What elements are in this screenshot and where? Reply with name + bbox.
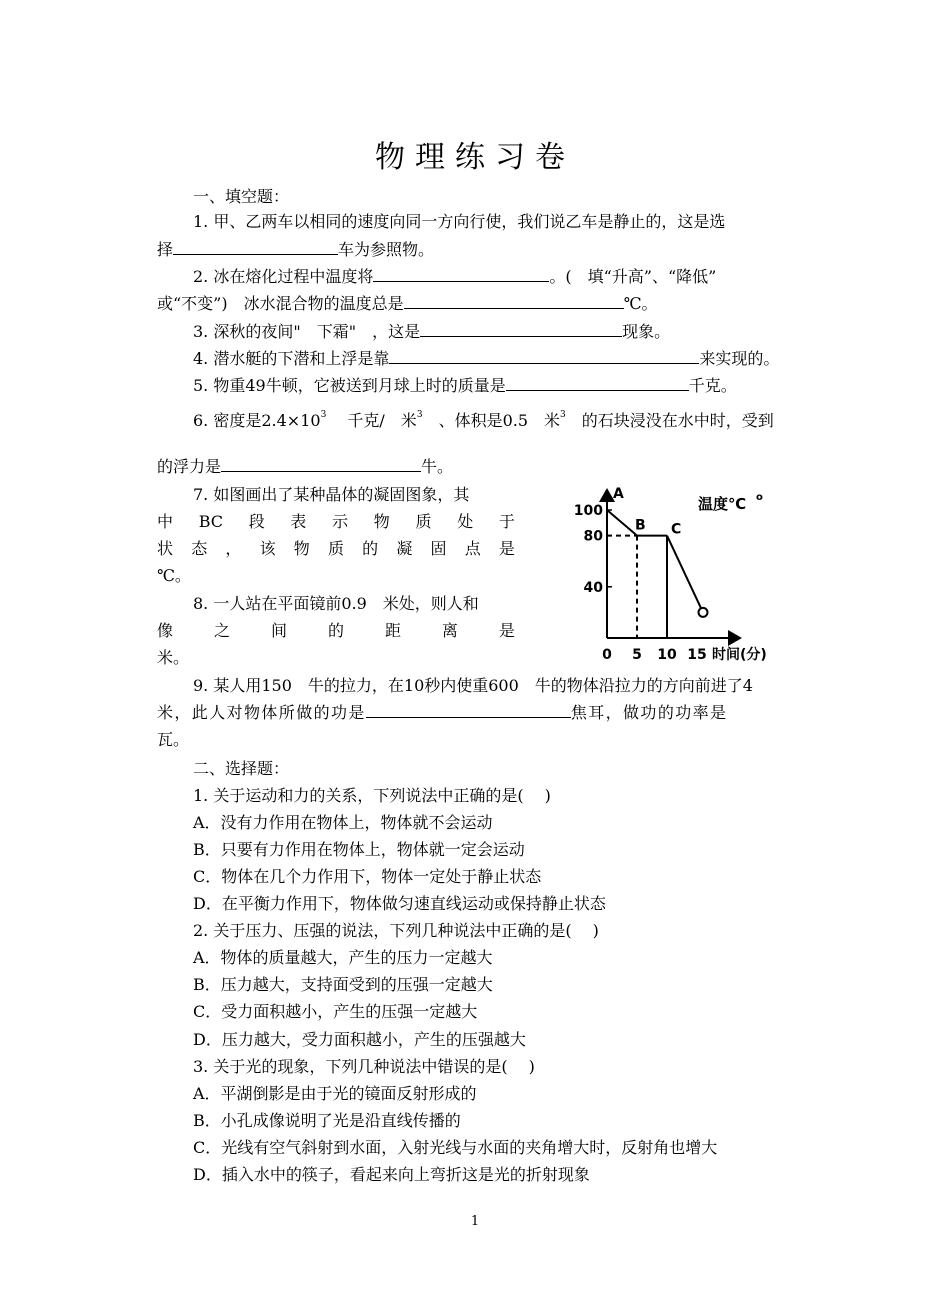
- degree-mark: o: [756, 492, 763, 503]
- page-number: 1: [470, 1214, 480, 1229]
- mc-q2-option-d[interactable]: D．压力越大，受力面积越小，产生的压强越大: [193, 1030, 526, 1049]
- solidification-chart: [560, 480, 800, 670]
- mc-q3-stem: 3. 关于光的现象，下列几种说法中错误的是( ): [193, 1057, 535, 1076]
- mc-q3-option-c[interactable]: C．光线有空气斜射到水面，入射光线与水面的夹角增大时，反射角也增大: [193, 1138, 718, 1157]
- y-tick-label: 80: [583, 528, 603, 545]
- series-segment: [667, 536, 703, 613]
- q6-line1: 6. 密度是$2.4\times 10^3$ 千克/ 米$^3$ 、体积是0.5 米$^3$ 的石块浸没在水中时，受到: [193, 410, 774, 430]
- section1-heading: 一、填空题：: [193, 187, 290, 206]
- q6-line2: 的浮力是 牛。: [157, 457, 454, 476]
- point-label-b: B: [635, 517, 646, 534]
- y-tick-label: 40: [583, 579, 603, 596]
- mc-q1-stem: 1. 关于运动和力的关系，下列说法中正确的是( ): [193, 786, 551, 805]
- answer-blank[interactable]: [506, 376, 689, 391]
- q9-line3: 瓦。: [157, 730, 190, 749]
- answer-blank[interactable]: [221, 457, 421, 472]
- point-label-a: A: [613, 486, 624, 502]
- answer-blank[interactable]: [173, 240, 338, 255]
- mc-q1-option-c[interactable]: C．物体在几个力作用下，物体一定处于静止状态: [193, 867, 542, 886]
- q9-line1: 9. 某人用150 牛的拉力，在10秒内使重600 牛的物体沿拉力的方向前进了4: [193, 676, 753, 695]
- x-tick-label: 10: [657, 647, 677, 663]
- y-tick-label: 100: [573, 503, 603, 519]
- x-tick-label: 15: [687, 647, 707, 663]
- end-point-marker: [699, 608, 708, 617]
- q9-line2: 米，此人对物体所做的功是 焦耳，做功的功率是: [157, 703, 728, 722]
- answer-blank[interactable]: [404, 294, 624, 309]
- x-tick-label: 0: [602, 647, 612, 663]
- mc-q2-option-a[interactable]: A．物体的质量越大，产生的压力一定越大: [193, 948, 493, 967]
- mc-q3-option-d[interactable]: D．插入水中的筷子，看起来向上弯折这是光的折射现象: [193, 1165, 590, 1184]
- q5-line: 5. 物重49牛顿，它被送到月球上时的质量是 千克。: [193, 376, 737, 395]
- section2-heading: 二、选择题：: [193, 759, 290, 778]
- q8-line3: 米。: [157, 648, 190, 667]
- mc-q3-option-a[interactable]: A．平湖倒影是由于光的镜面反射形成的: [193, 1084, 477, 1103]
- answer-blank[interactable]: [366, 703, 571, 718]
- mc-q2-option-b[interactable]: B．压力越大，支持面受到的压强一定越大: [193, 975, 493, 994]
- answer-blank[interactable]: [373, 267, 549, 282]
- q8-line1: 8. 一人站在平面镜前0.9 米处，则人和: [193, 594, 479, 613]
- chart-title: 温度℃: [698, 495, 747, 513]
- q1-line2: 择 车为参照物。: [157, 240, 435, 259]
- point-label-c: C: [671, 521, 682, 538]
- mc-q2-stem: 2. 关于压力、压强的说法，下列几种说法中正确的是( ): [193, 921, 599, 940]
- page-title: 物理练习卷: [375, 140, 575, 175]
- mc-q1-option-b[interactable]: B．只要有力作用在物体上，物体就一定会运动: [193, 840, 525, 859]
- q3-line: 3. 深秋的夜间" 下霜" ，这是 现象。: [193, 322, 671, 341]
- answer-blank[interactable]: [420, 322, 622, 337]
- x-tick-label: 5: [632, 647, 642, 663]
- mc-q2-option-c[interactable]: C．受力面积越小，产生的压强一定越大: [193, 1002, 478, 1021]
- x-axis-label: 时间(分): [712, 647, 767, 663]
- series-segment: [607, 510, 637, 536]
- q7-line1: 7. 如图画出了某种晶体的凝固图象，其: [193, 485, 470, 504]
- q2-line1: 2. 冰在熔化过程中温度将 。( 填“升高”、“降低”: [193, 267, 717, 286]
- q4-line: 4. 潜水艇的下潜和上浮是靠 来实现的。: [193, 349, 780, 368]
- q1-line1: 1. 甲、乙两车以相同的速度向同一方向行使，我们说乙车是静止的，这是选: [193, 212, 726, 231]
- mc-q3-option-b[interactable]: B．小孔成像说明了光是沿直线传播的: [193, 1111, 461, 1130]
- q8-line2: 像 之 间 的 距 离 是: [157, 621, 515, 640]
- answer-blank[interactable]: [389, 349, 699, 364]
- q7-line2: 中 BC 段 表 示 物 质 处 于: [157, 512, 515, 531]
- q2-line2: 或“不变”) 冰水混合物的温度总是 ℃。: [157, 294, 658, 313]
- q7-line4: ℃。: [157, 566, 191, 585]
- q7-line3: 状 态 ， 该 物 质 的 凝 固 点 是: [157, 539, 515, 558]
- mc-q1-option-d[interactable]: D．在平衡力作用下，物体做匀速直线运动或保持静止状态: [193, 894, 606, 913]
- mc-q1-option-a[interactable]: A．没有力作用在物体上，物体就不会运动: [193, 813, 493, 832]
